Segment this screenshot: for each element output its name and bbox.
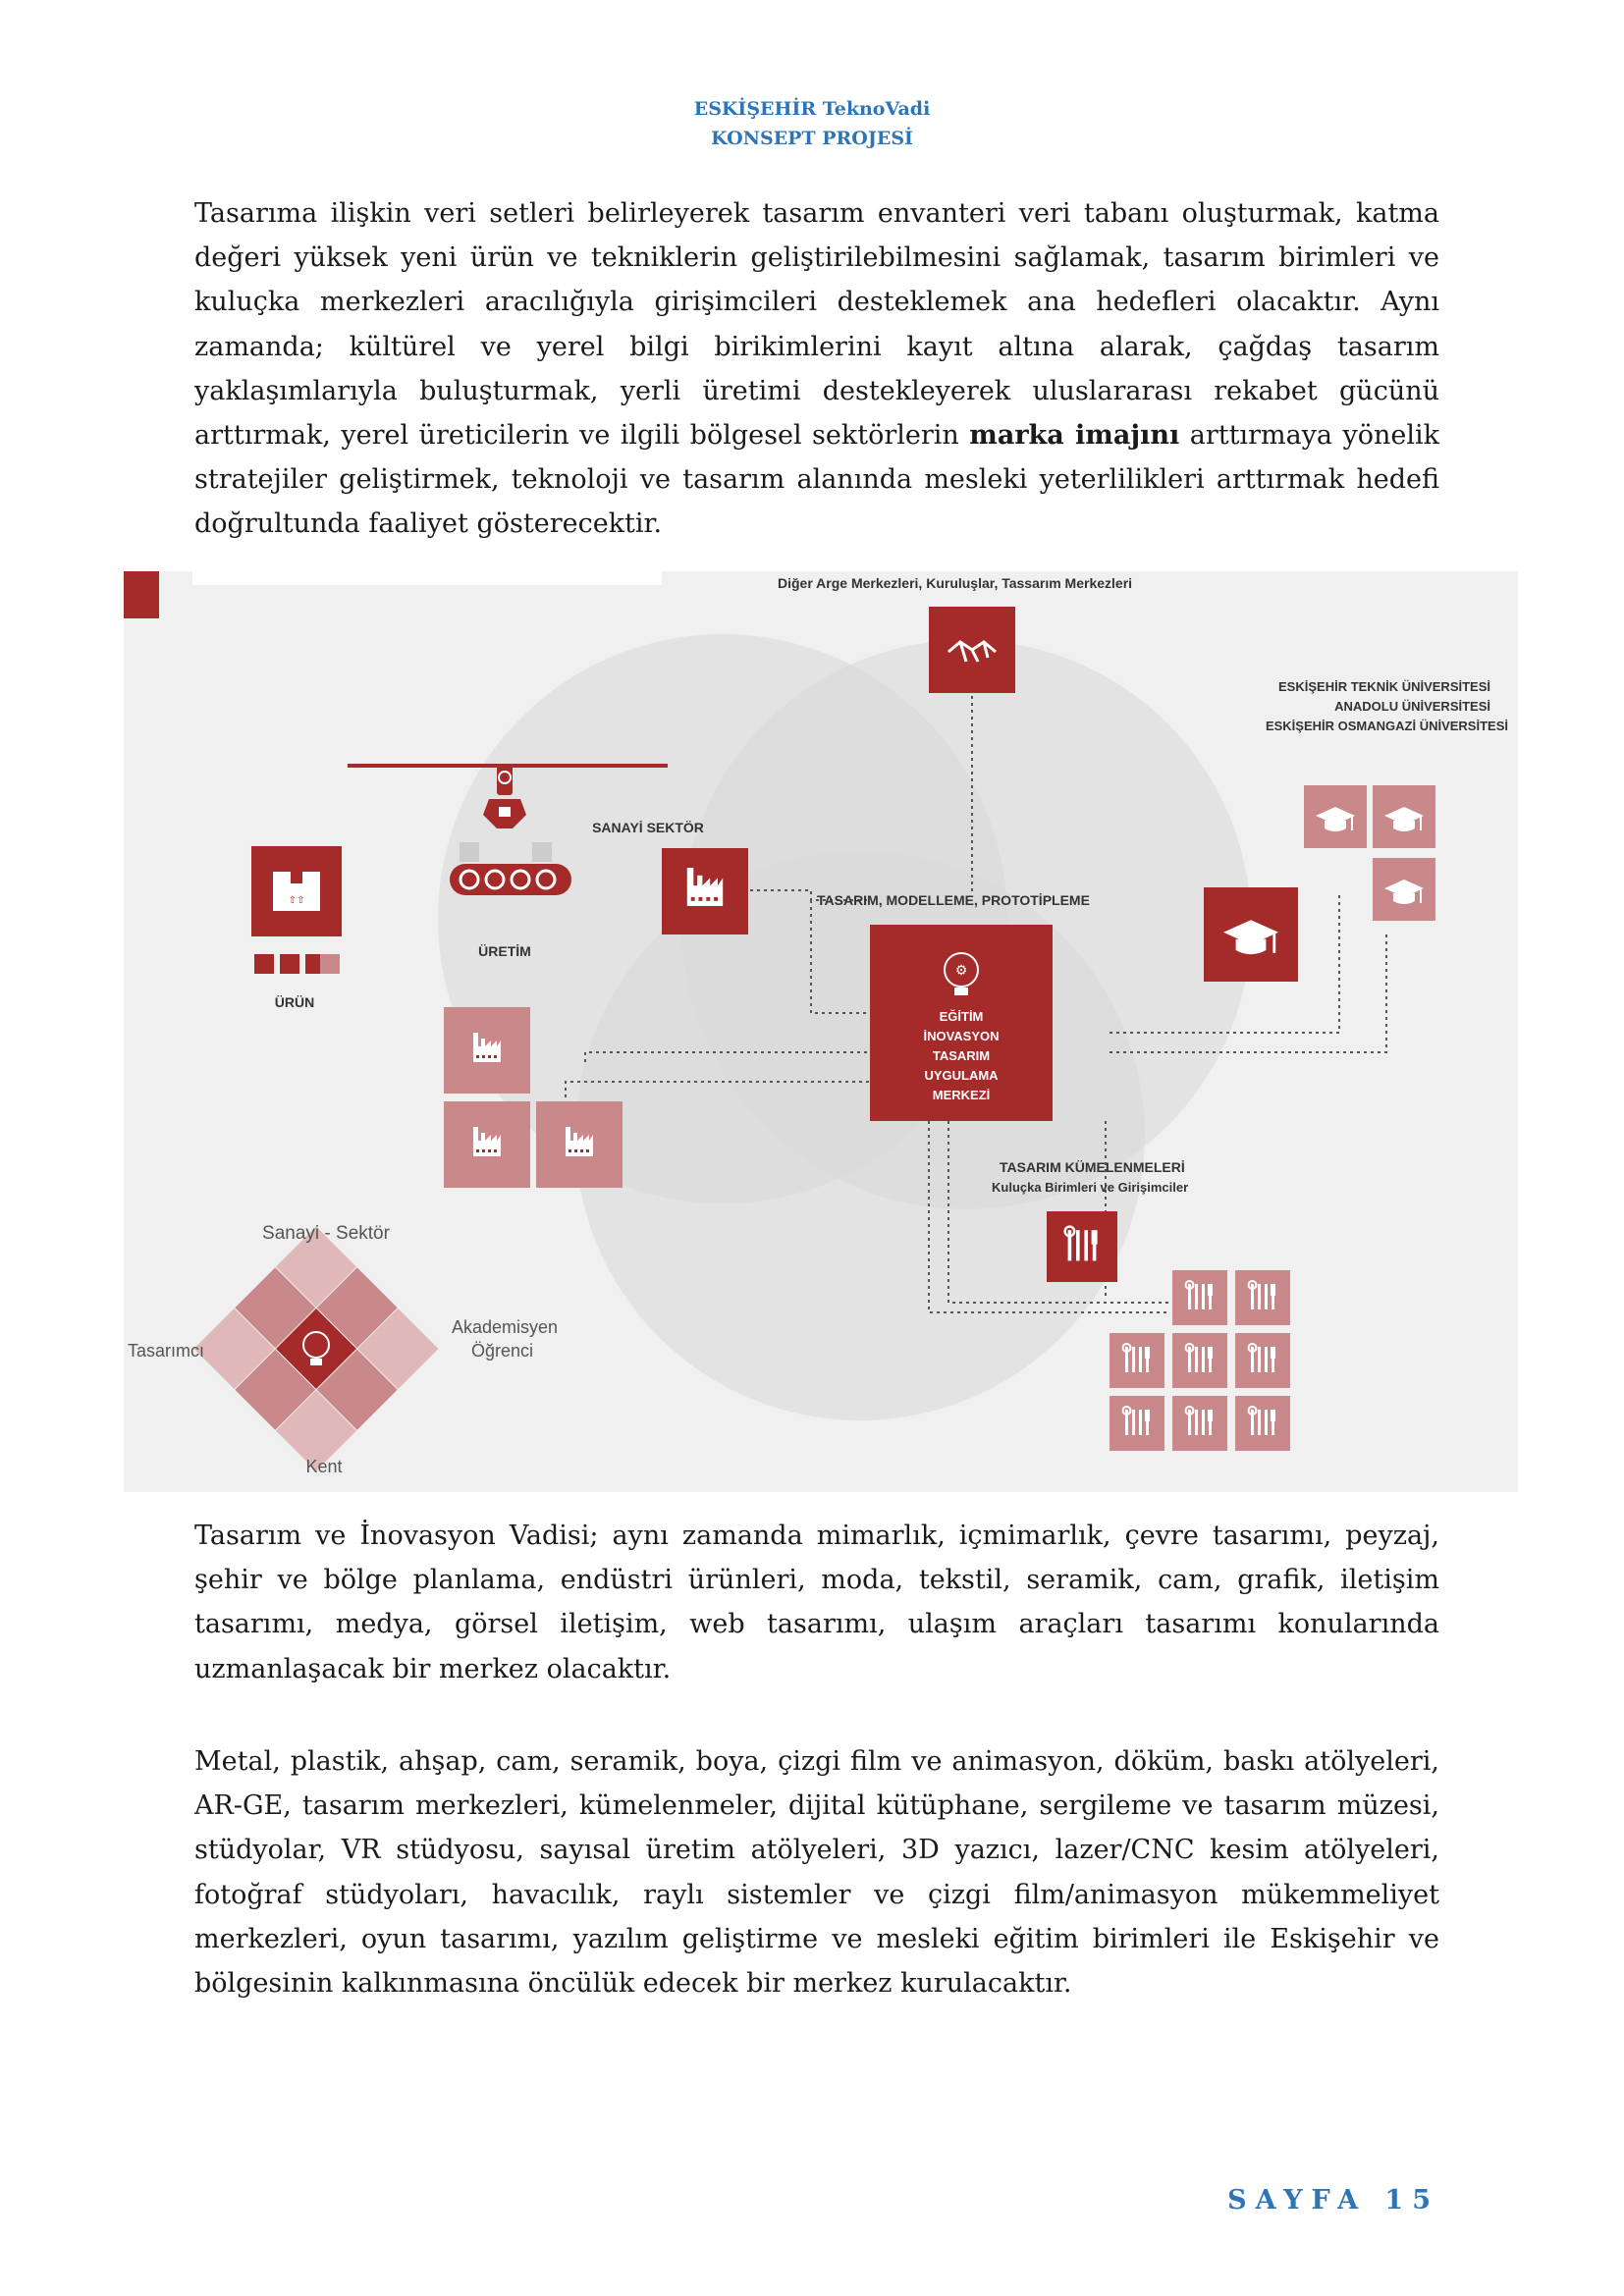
uretim-label: ÜRETİM — [478, 943, 531, 959]
sanayi-label: SANAYİ SEKTÖR — [592, 820, 704, 835]
diamond-left: Tasarımcı — [128, 1341, 205, 1361]
paragraph-1-text: Tasarıma ilişkin veri setleri belirleyerek tasarım envanteri veri tabanı oluşturmak, katma değeri yüksek yeni ürün ve tekniklerin geliştirilebilmesini sağlamak, tasarım birimleri ve kuluçka merkezleri aracılığıyla girişimcileri desteklemek ana hedefleri olacaktır. Aynı zamanda; kültürel ve yerel bilgi birikimlerini kayıt altına alarak, çağdaş tasarım yaklaşımlarıyla buluşturmak, yerli üretimi destekleyerek uluslararası rekabet gücünü arttırmak, yerel üreticilerin ve ilgili bölgesel sektörlerin — [194, 198, 1439, 452]
university-3: ESKİŞEHİR OSMANGAZİ ÜNİVERSİTESİ — [1265, 719, 1508, 733]
kumelenme-subtitle: Kuluçka Birimleri ve Girişimciler — [992, 1180, 1189, 1195]
university-2: ANADOLU ÜNİVERSİTESİ — [1334, 699, 1490, 714]
paragraph-1 — [194, 191, 1439, 547]
urun-label: ÜRÜN — [274, 994, 315, 1010]
paragraph-2: Tasarım ve İnovasyon Vadisi; aynı zamanda mimarlık, içmimarlık, çevre tasarımı, peyzaj, şehir ve bölge planlama, endüstri ürünleri, moda, tekstil, seramik, cam, grafik, iletişim tasarımı, medya, görsel iletişim, web tasarımı, ulaşım araçları tasarımı konularında uzmanlaşacak bir merkez olacaktır. — [194, 1521, 1439, 1684]
center-line-5: MERKEZİ — [932, 1088, 991, 1102]
top-label: Diğer Arge Merkezleri, Kuruluşlar, Tassarım Merkezleri — [778, 575, 1133, 591]
center-line-4: UYGULAMA — [924, 1068, 999, 1083]
paragraph-1-bold: marka imajını — [969, 420, 1180, 452]
diamond-bottom: Kent — [305, 1457, 343, 1476]
paragraph-3: Metal, plastik, ahşap, cam, seramik, boya, çizgi film ve animasyon, döküm, baskı atölyeleri, AR-GE, tasarım merkezleri, kümelenmeler, dijital kütüphane, sergileme ve tasarım müzesi, stüdyolar, VR stüdyosu, sayısal üretim atölyeleri, 3D yazıcı, lazer/CNC kesim atölyeleri, fotoğraf stüdyoları, havacılık, raylı sistemler ve çizgi film/animasyon mükemmeliyet merkezleri, oyun tasarımı, yazılım geliştirme ve mesleki eğitim birimleri ile Eskişehir ve bölgesinin kalkınmasına öncülük edecek bir merkez kurulacaktır. — [194, 1746, 1439, 2000]
diamond-right-2: Öğrenci — [471, 1341, 534, 1361]
svg-text:⚙: ⚙ — [954, 963, 968, 979]
university-1: ESKİŞEHİR TEKNİK ÜNİVERSİTESİ — [1278, 679, 1490, 694]
modelleme-label: TASARIM, MODELLEME, PROTOTİPLEME — [817, 892, 1090, 908]
header-title: ESKİŞEHİR TeknoVadi — [693, 98, 931, 120]
center-line-3: TASARIM — [932, 1048, 991, 1063]
center-line-1: EĞİTİM — [939, 1009, 984, 1024]
concept-diagram — [124, 571, 1518, 1492]
kumelenme-title: TASARIM KÜMELENMELERİ — [1000, 1159, 1185, 1175]
diamond-right-1: Akademisyen — [452, 1317, 559, 1337]
page-header — [0, 94, 1624, 153]
center-line-2: İNOVASYON — [923, 1029, 1000, 1043]
diamond-top: Sanayi - Sektör — [262, 1223, 390, 1244]
page-number: SAYFA 15 — [1227, 2185, 1439, 2216]
paragraph-1-text-end: arttırmaya yönelik stratejiler geliştirmek, teknoloji ve tasarım alanında mesleki yeterlilikleri arttırmak hedefi doğrultunda faaliyet gösterecektir. — [194, 420, 1439, 540]
header-subtitle: KONSEPT PROJESİ — [711, 128, 913, 149]
svg-text:⇧⇧: ⇧⇧ — [288, 895, 305, 906]
